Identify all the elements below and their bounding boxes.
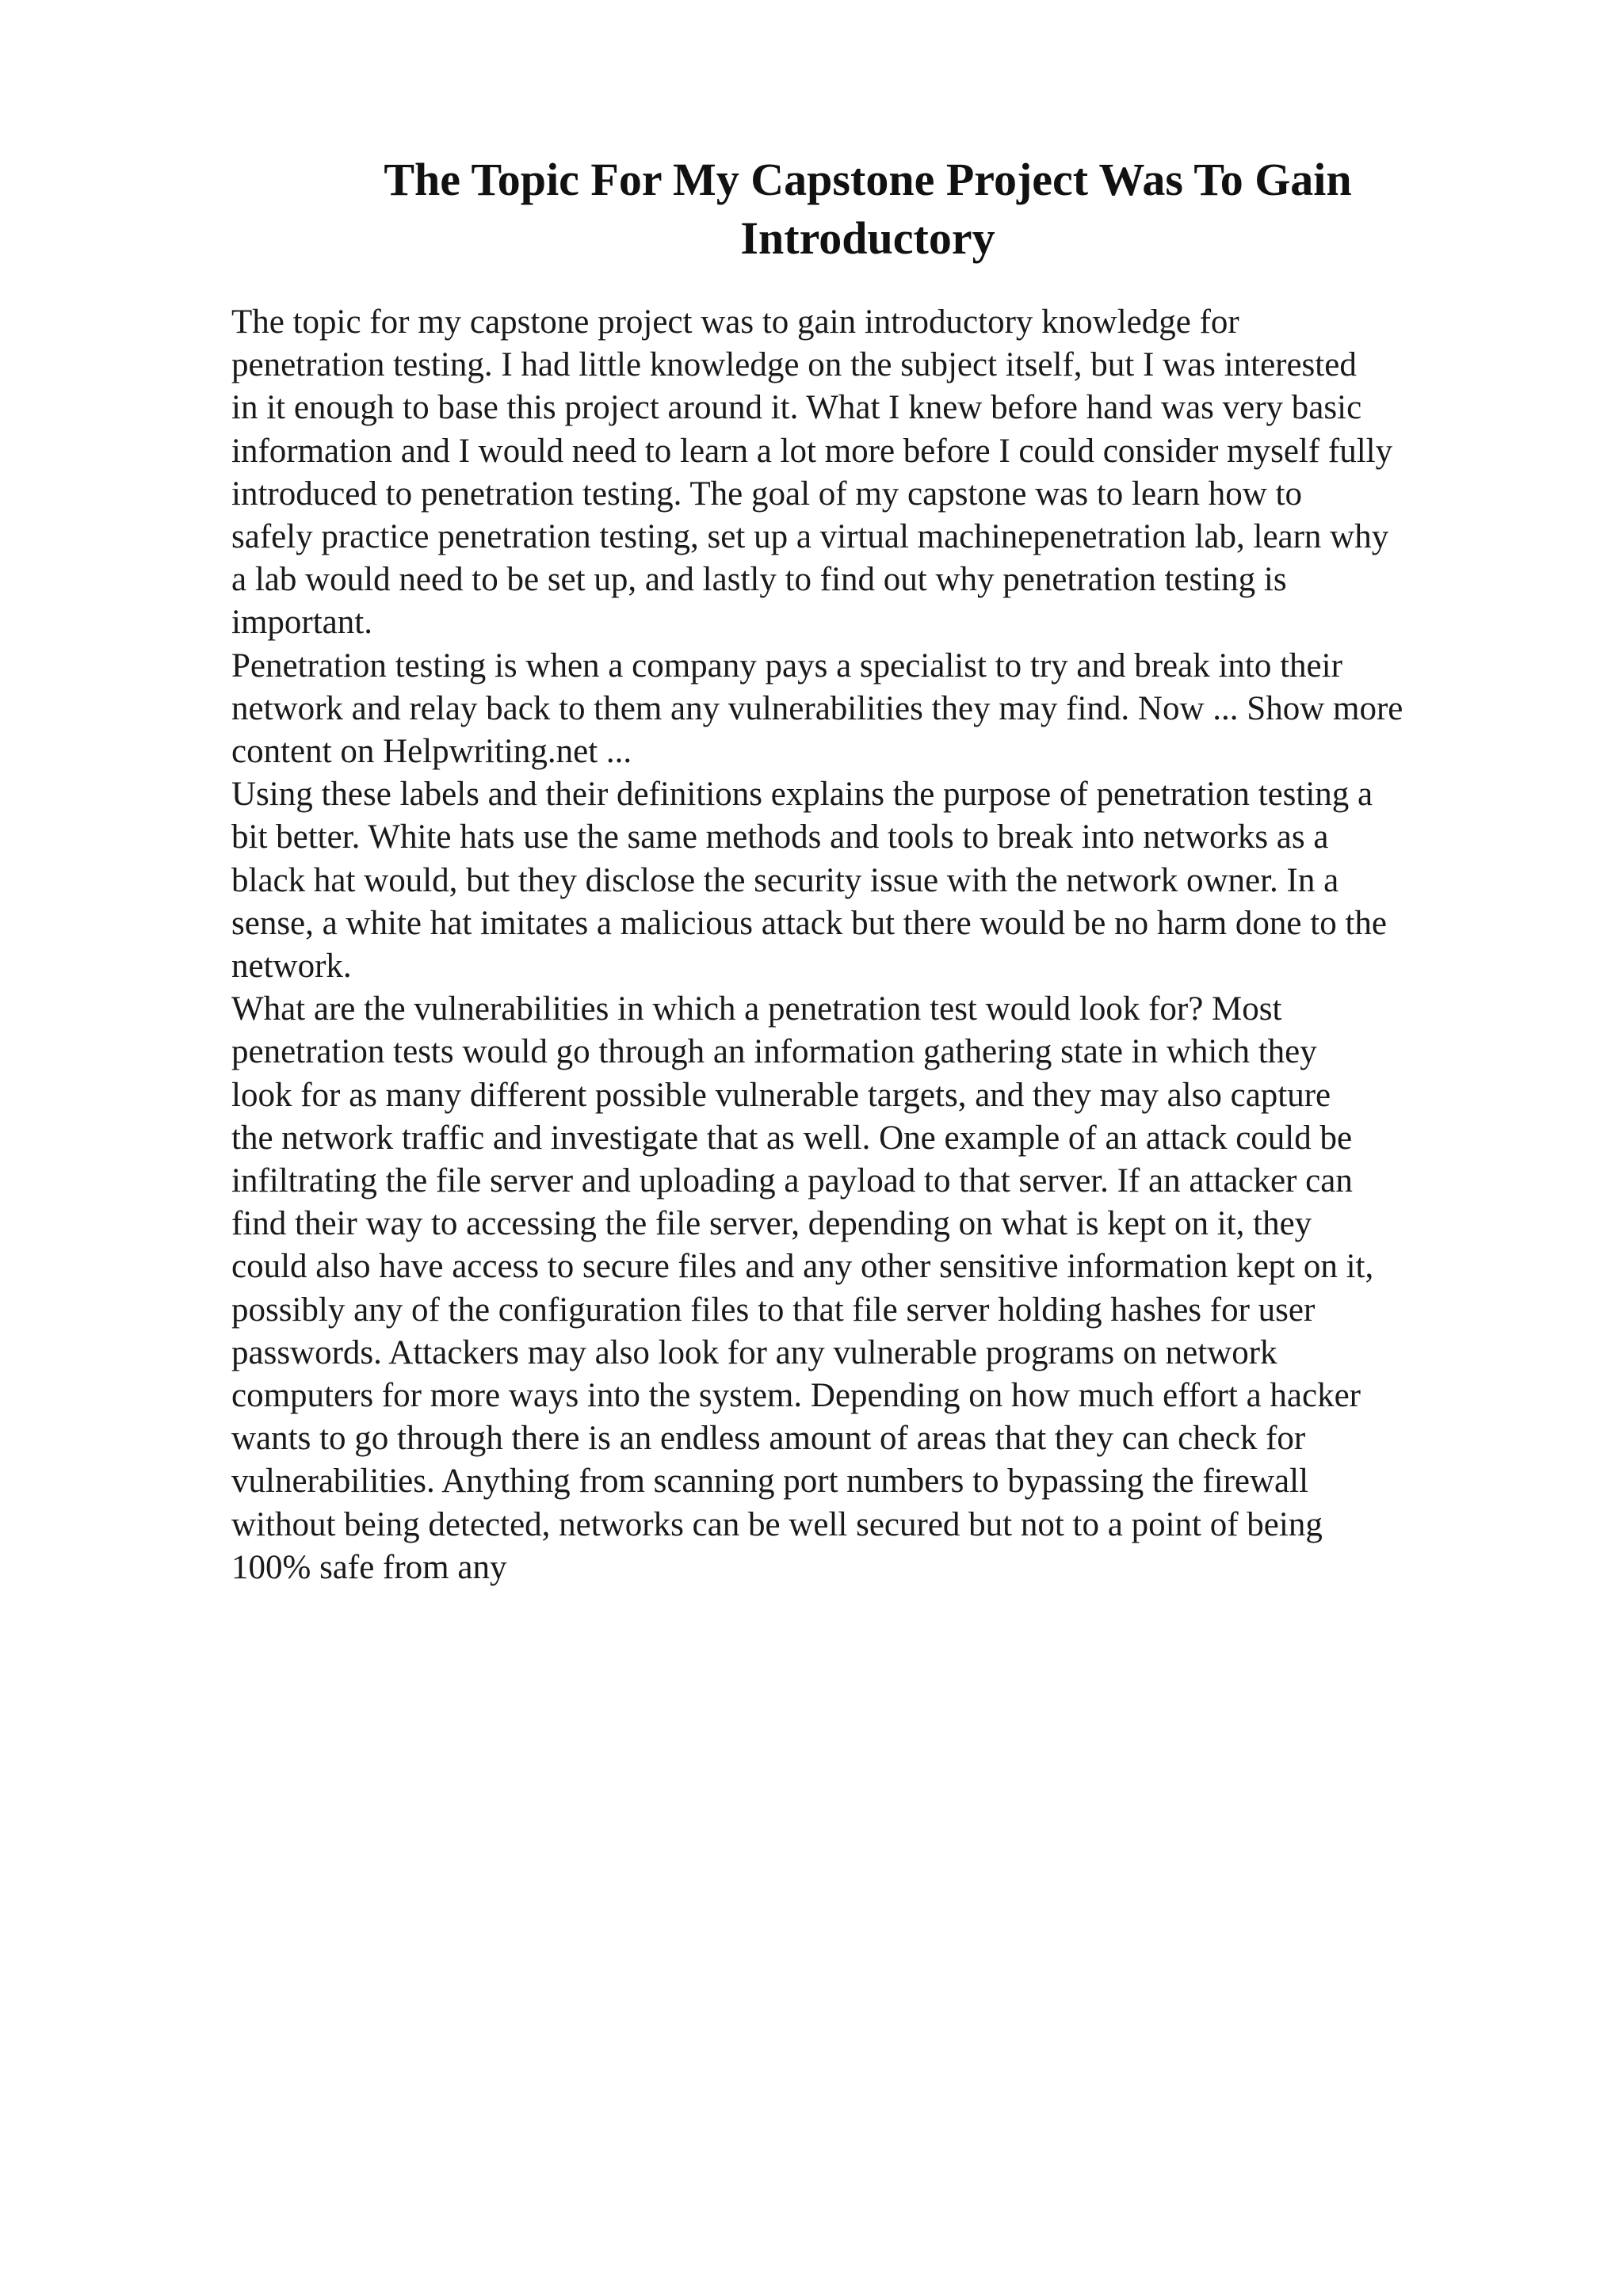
body-text-line: important. [231,604,372,642]
body-text-line: in it enough to base this project around it. What I knew before hand was very basic [231,389,1362,427]
body-text-line: could also have access to secure files and any other sensitive information kept on it, [231,1248,1374,1286]
body-text-line: bit better. White hats use the same methods and tools to break into networks as a [231,818,1329,856]
document-body [231,301,1515,1589]
body-text-line: network. [231,948,352,986]
body-text-line: penetration tests would go through an information gathering state in which they [231,1033,1317,1071]
body-text-line: the network traffic and investigate that as well. One example of an attack could be [231,1119,1353,1157]
body-text-line: computers for more ways into the system. Depending on how much effort a hacker [231,1377,1361,1415]
document-title [230,151,1506,268]
body-text-line: 100% safe from any [231,1548,507,1586]
title-line-2: Introductory [740,212,995,264]
body-text-line: penetration testing. I had little knowledge on the subject itself, but I was interested [231,346,1357,384]
body-text-line: What are the vulnerabilities in which a penetration test would look for? Most [231,990,1282,1028]
body-text-line: Using these labels and their definitions explains the purpose of penetration testing a [231,776,1373,814]
body-text-line: safely practice penetration testing, set up a virtual machinepenetration lab, learn why [231,518,1389,556]
body-text-line: infiltrating the file server and uploading a payload to that server. If an attacker can [231,1162,1353,1200]
body-text-line: a lab would need to be set up, and lastly to find out why penetration testing is [231,561,1287,599]
body-text-line: network and relay back to them any vulnerabilities they may find. Now ... Show more [231,689,1403,727]
body-text-line: possibly any of the configuration files to that file server holding hashes for user [231,1291,1316,1329]
body-text-line: content on Helpwriting.net ... [231,733,632,771]
body-text-line: sense, a white hat imitates a malicious attack but there would be no harm done to the [231,904,1387,942]
body-text-line: wants to go through there is an endless amount of areas that they can check for [231,1420,1306,1458]
body-text-line: Penetration testing is when a company pays a specialist to try and break into their [231,646,1342,685]
body-text-line: The topic for my capstone project was to gain introductory knowledge for [231,303,1239,341]
body-text-line: passwords. Attackers may also look for any vulnerable programs on network [231,1333,1277,1371]
body-text-line: black hat would, but they disclose the security issue with the network owner. In a [231,861,1339,899]
body-text-line: look for as many different possible vulnerable targets, and they may also capture [231,1076,1331,1114]
body-text-line: vulnerabilities. Anything from scanning port numbers to bypassing the firewall [231,1463,1309,1501]
body-text-line: without being detected, networks can be well secured but not to a point of being [231,1505,1323,1543]
title-line-1: The Topic For My Capstone Project Was To Gain [384,154,1352,205]
body-text-line: introduced to penetration testing. The goal of my capstone was to learn how to [231,475,1302,513]
body-text-line: find their way to accessing the file server, depending on what is kept on it, they [231,1205,1312,1243]
body-text-line: information and I would need to learn a lot more before I could consider myself fully [231,432,1393,470]
